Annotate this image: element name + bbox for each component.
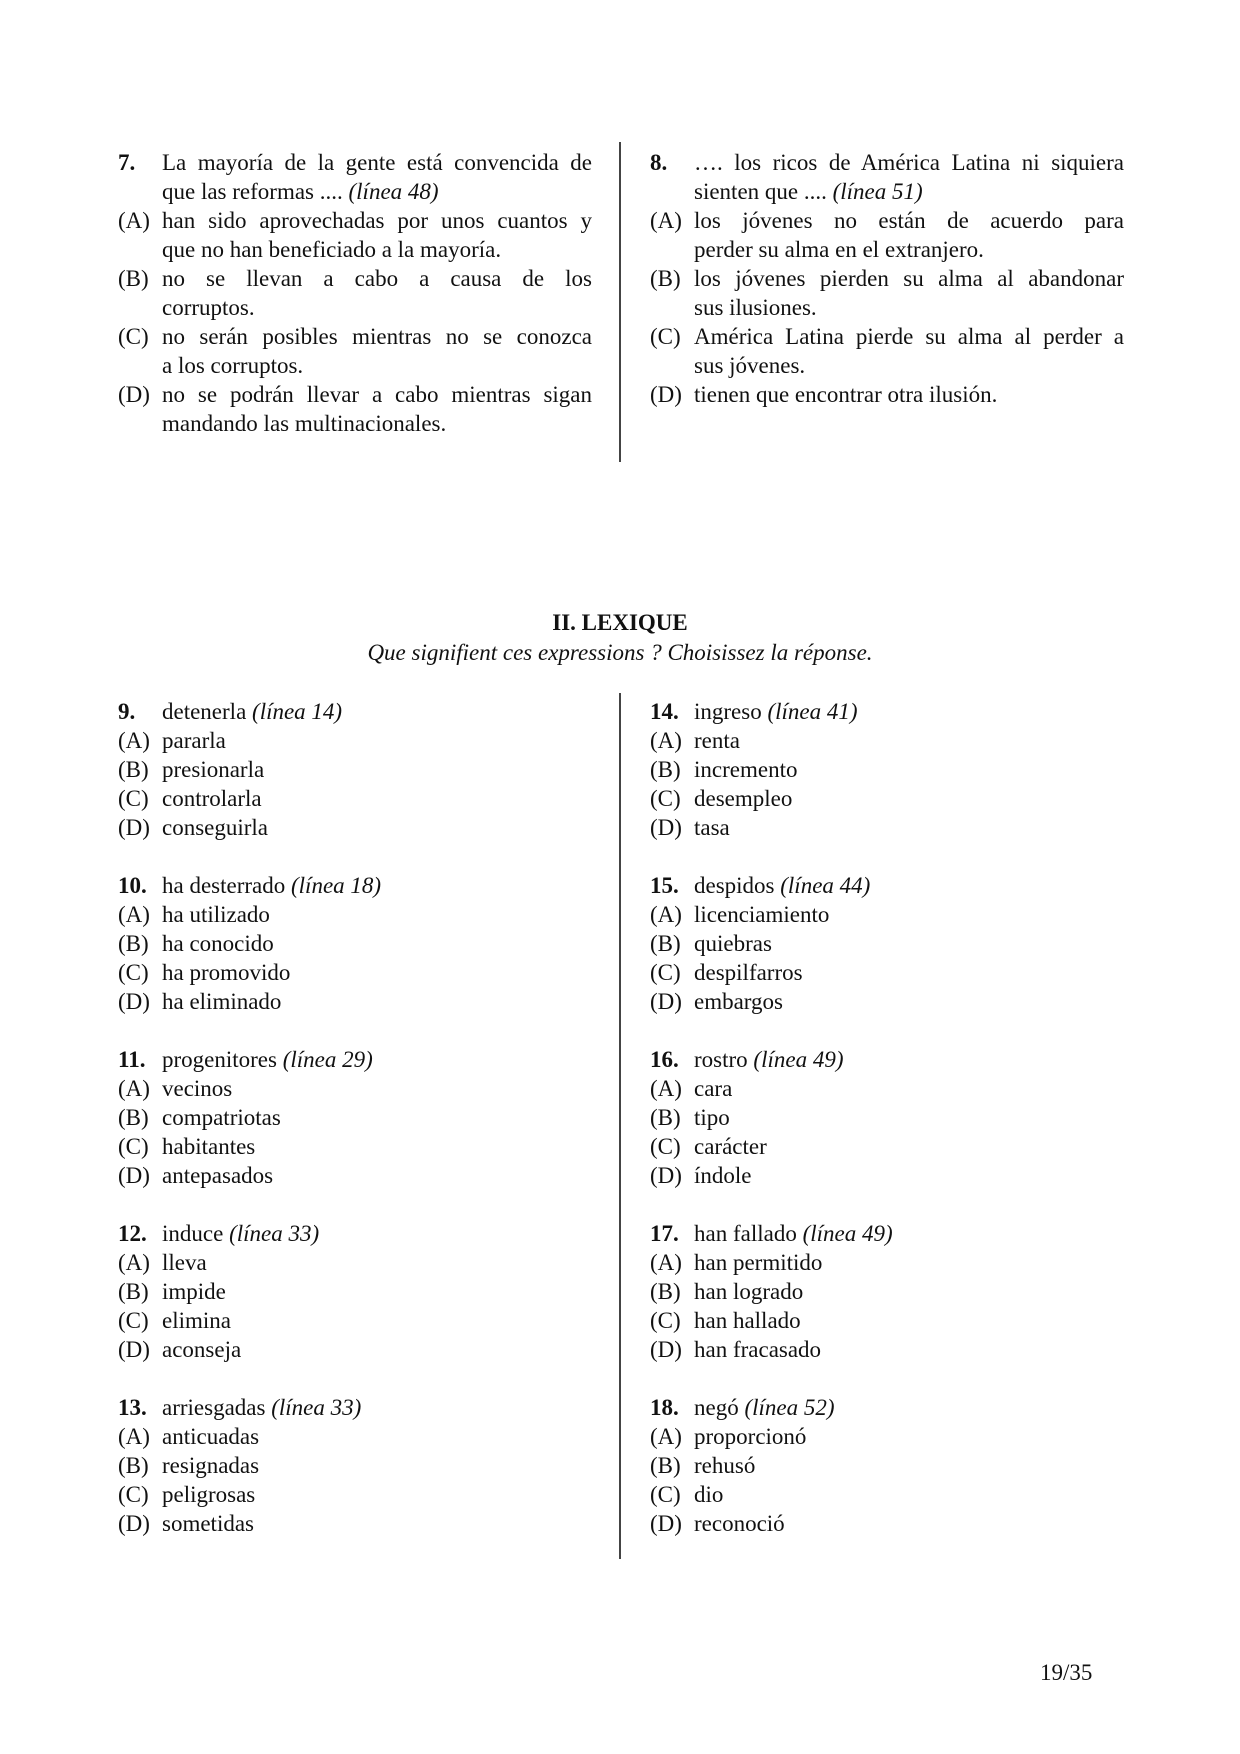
option-text: mandando las multinacionales. [162, 411, 447, 436]
option-label: (D) [650, 815, 682, 840]
line-reference: (línea 49) [802, 1221, 893, 1246]
option-label: (B) [118, 931, 149, 956]
option-text: anticuadas [162, 1424, 260, 1449]
option-text: renta [694, 728, 740, 753]
line-reference: (línea 44) [780, 873, 871, 898]
option [118, 206, 592, 235]
option-text: compatriotas [162, 1105, 281, 1130]
option [650, 987, 1124, 1016]
option-text: conseguirla [162, 815, 269, 840]
option-text: impide [162, 1279, 226, 1304]
option-text: aconseja [162, 1337, 242, 1362]
option [650, 1248, 1124, 1277]
option-label: (B) [650, 266, 681, 291]
vocab-question [118, 1045, 592, 1190]
option-label: (D) [650, 989, 682, 1014]
vocab-word: rostro [694, 1047, 748, 1072]
option [650, 380, 1124, 409]
option-label: (B) [118, 1453, 149, 1478]
column-divider [619, 142, 621, 462]
option-label: (C) [650, 324, 681, 349]
option [118, 755, 592, 784]
option [118, 929, 592, 958]
line-reference: (línea 48) [348, 179, 439, 204]
question-number: 14. [650, 699, 679, 724]
line-reference: (línea 49) [753, 1047, 844, 1072]
option-label: (D) [650, 382, 682, 407]
option-label: (D) [650, 1163, 682, 1188]
option [650, 784, 1124, 813]
vocab-question [118, 697, 592, 842]
option-label: (C) [118, 786, 149, 811]
question-number: 17. [650, 1221, 679, 1246]
line-reference: (línea 33) [271, 1395, 362, 1420]
option-text: desempleo [694, 786, 793, 811]
option [650, 1103, 1124, 1132]
option [118, 1451, 592, 1480]
question-number: 16. [650, 1047, 679, 1072]
question-7 [118, 148, 592, 438]
option-text: índole [694, 1163, 752, 1188]
option [118, 1132, 592, 1161]
option [118, 1103, 592, 1132]
vocab-word: ingreso [694, 699, 762, 724]
option [118, 1509, 592, 1538]
question-stem: que las reformas .... [162, 179, 343, 204]
option-text: peligrosas [162, 1482, 256, 1507]
option [650, 755, 1124, 784]
option-label: (A) [118, 1076, 150, 1101]
option-label: (C) [650, 786, 681, 811]
option-text: reconoció [694, 1511, 785, 1536]
lexique-right-column [650, 697, 1124, 1538]
option-label: (D) [118, 1163, 150, 1188]
vocab-question [650, 1045, 1124, 1190]
option-label: (D) [118, 382, 150, 407]
question-number: 8. [650, 150, 668, 175]
option [118, 900, 592, 929]
option-text: han sido aprovechadas por unos cuantos y [162, 208, 592, 233]
question-number: 11. [118, 1047, 146, 1072]
option-text: no se llevan a cabo a causa de los [162, 266, 592, 291]
option-label: (C) [118, 1308, 149, 1333]
option [650, 206, 1124, 235]
option [118, 380, 592, 409]
option-text: ha promovido [162, 960, 291, 985]
line-reference: (línea 33) [229, 1221, 320, 1246]
vocab-word: induce [162, 1221, 224, 1246]
option-label: (C) [118, 1134, 149, 1159]
option [118, 1161, 592, 1190]
option-label: (D) [118, 989, 150, 1014]
vocab-question [650, 697, 1124, 842]
option [118, 1074, 592, 1103]
vocab-word: despidos [694, 873, 775, 898]
vocab-word: arriesgadas [162, 1395, 266, 1420]
option-text: elimina [162, 1308, 231, 1333]
option-text: no serán posibles mientras no se conozca [162, 324, 592, 349]
option-label: (A) [650, 208, 682, 233]
option-text: rehusó [694, 1453, 756, 1478]
option [650, 264, 1124, 293]
option-label: (B) [118, 1105, 149, 1130]
option-text: presionarla [162, 757, 265, 782]
option-text: perder su alma en el extranjero. [694, 237, 984, 262]
question-number: 10. [118, 873, 147, 898]
page-number: 19/35 [1040, 1660, 1093, 1685]
option-label: (A) [118, 1250, 150, 1275]
option [650, 1074, 1124, 1103]
option-text: han fracasado [694, 1337, 822, 1362]
option-label: (C) [650, 960, 681, 985]
question-number: 9. [118, 699, 136, 724]
option [118, 264, 592, 293]
vocab-word: han fallado [694, 1221, 797, 1246]
option-text: han logrado [694, 1279, 804, 1304]
question-number: 15. [650, 873, 679, 898]
option-label: (A) [650, 902, 682, 927]
line-reference: (línea 52) [744, 1395, 835, 1420]
line-reference: (línea 51) [832, 179, 923, 204]
option-label: (A) [650, 728, 682, 753]
option-text: lleva [162, 1250, 207, 1275]
option-text: sometidas [162, 1511, 254, 1536]
line-reference: (línea 29) [282, 1047, 373, 1072]
option [118, 1277, 592, 1306]
option-label: (A) [650, 1076, 682, 1101]
option-label: (B) [650, 931, 681, 956]
line-reference: (línea 18) [291, 873, 382, 898]
option [118, 322, 592, 351]
vocab-question [650, 1219, 1124, 1364]
vocab-question [650, 871, 1124, 1016]
option-label: (D) [650, 1511, 682, 1536]
option-label: (D) [118, 1337, 150, 1362]
option [118, 813, 592, 842]
option-text: tienen que encontrar otra ilusión. [694, 382, 998, 407]
line-reference: (línea 14) [252, 699, 343, 724]
option [650, 900, 1124, 929]
option-text: proporcionó [694, 1424, 807, 1449]
option-label: (C) [118, 960, 149, 985]
question-number: 12. [118, 1221, 147, 1246]
option [650, 1132, 1124, 1161]
option-text: resignadas [162, 1453, 260, 1478]
vocab-word: ha desterrado [162, 873, 286, 898]
option-text: corruptos. [162, 295, 255, 320]
option-text: han hallado [694, 1308, 801, 1333]
option-text: a los corruptos. [162, 353, 304, 378]
option [650, 958, 1124, 987]
option [650, 813, 1124, 842]
question-number: 7. [118, 150, 136, 175]
vocab-word: progenitores [162, 1047, 277, 1072]
option-text: controlarla [162, 786, 262, 811]
question-stem: sienten que .... [694, 179, 827, 204]
option [650, 726, 1124, 755]
option-label: (B) [650, 757, 681, 782]
option [118, 784, 592, 813]
option-label: (A) [118, 208, 150, 233]
option-label: (A) [650, 1250, 682, 1275]
line-reference: (línea 41) [767, 699, 858, 724]
vocab-question [118, 1219, 592, 1364]
option-label: (C) [118, 1482, 149, 1507]
option-text: sus jóvenes. [694, 353, 806, 378]
option [118, 958, 592, 987]
vocab-word: detenerla [162, 699, 247, 724]
option-label: (B) [118, 266, 149, 291]
question-stem: …. los ricos de América Latina ni siquiera [694, 150, 1124, 175]
option [650, 929, 1124, 958]
option [118, 987, 592, 1016]
option-label: (A) [118, 902, 150, 927]
option [650, 1335, 1124, 1364]
option-label: (D) [650, 1337, 682, 1362]
option-text: dio [694, 1482, 724, 1507]
option-text: quiebras [694, 931, 772, 956]
option-text: no se podrán llevar a cabo mientras sigan [162, 382, 592, 407]
section-subtitle: Que signifient ces expressions ? Choisissez la réponse. [367, 640, 873, 665]
option-text: habitantes [162, 1134, 256, 1159]
option-text: cara [694, 1076, 733, 1101]
option-text: América Latina pierde su alma al perder a [694, 324, 1124, 349]
option [118, 1480, 592, 1509]
option-text: pararla [162, 728, 226, 753]
option-text: que no han beneficiado a la mayoría. [162, 237, 502, 262]
option-text: ha conocido [162, 931, 274, 956]
option-text: han permitido [694, 1250, 823, 1275]
vocab-question [118, 871, 592, 1016]
lexique-left-column [118, 697, 592, 1538]
option-label: (C) [650, 1308, 681, 1333]
option [118, 1422, 592, 1451]
question-number: 18. [650, 1395, 679, 1420]
option-text: ha utilizado [162, 902, 270, 927]
option [650, 1277, 1124, 1306]
option-label: (D) [118, 815, 150, 840]
option-label: (C) [650, 1482, 681, 1507]
vocab-question [650, 1393, 1124, 1538]
vocab-word: negó [694, 1395, 739, 1420]
option-text: sus ilusiones. [694, 295, 817, 320]
option [650, 1451, 1124, 1480]
option-text: carácter [694, 1134, 767, 1159]
option-text: incremento [694, 757, 798, 782]
option-text: tipo [694, 1105, 730, 1130]
option-text: antepasados [162, 1163, 274, 1188]
option-label: (B) [118, 757, 149, 782]
option [650, 1306, 1124, 1335]
option-label: (A) [118, 728, 150, 753]
option [118, 1248, 592, 1277]
option-label: (A) [650, 1424, 682, 1449]
option-text: ha eliminado [162, 989, 282, 1014]
option-text: tasa [694, 815, 730, 840]
option-text: vecinos [162, 1076, 233, 1101]
option-label: (C) [118, 324, 149, 349]
option-text: los jóvenes no están de acuerdo para [694, 208, 1124, 233]
option-label: (B) [650, 1453, 681, 1478]
option [650, 1509, 1124, 1538]
option-label: (A) [118, 1424, 150, 1449]
option-text: los jóvenes pierden su alma al abandonar [694, 266, 1124, 291]
option [118, 726, 592, 755]
vocab-question [118, 1393, 592, 1538]
column-divider [619, 693, 621, 1559]
option-label: (B) [118, 1279, 149, 1304]
option [650, 322, 1124, 351]
question-stem: La mayoría de la gente está convencida de [162, 150, 592, 175]
option-text: despilfarros [694, 960, 803, 985]
option [650, 1422, 1124, 1451]
option-label: (B) [650, 1279, 681, 1304]
question-8 [650, 148, 1124, 409]
option [650, 1161, 1124, 1190]
option-label: (D) [118, 1511, 150, 1536]
option-label: (B) [650, 1105, 681, 1130]
option [118, 1306, 592, 1335]
option [650, 1480, 1124, 1509]
question-number: 13. [118, 1395, 147, 1420]
option-label: (C) [650, 1134, 681, 1159]
option [118, 1335, 592, 1364]
section-title: II. LEXIQUE [552, 610, 688, 635]
option-text: embargos [694, 989, 784, 1014]
option-text: licenciamiento [694, 902, 830, 927]
